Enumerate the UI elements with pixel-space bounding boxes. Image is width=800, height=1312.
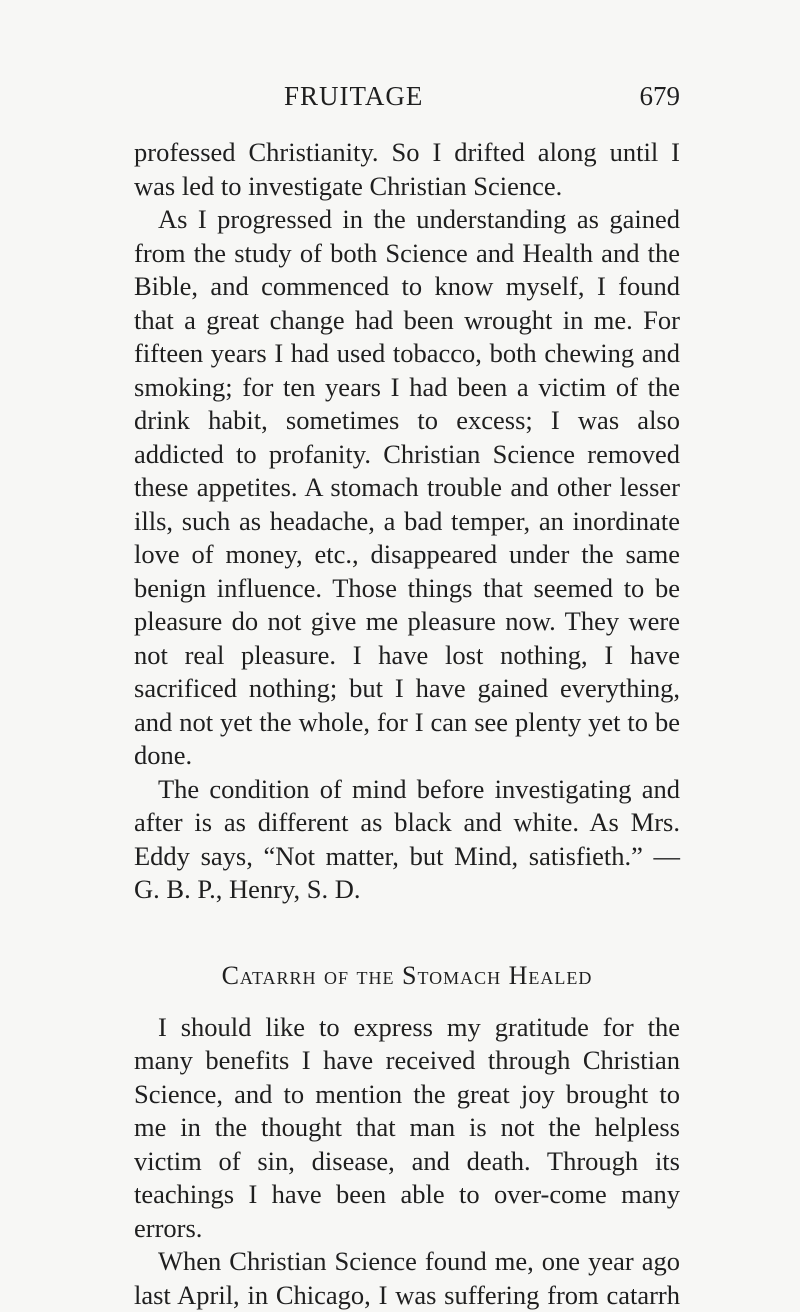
body-text	[134, 136, 680, 1312]
paragraph-2: As I progressed in the understanding as gained from the study of both Science and Health and the Bible, and commenced to know myself, I found that a great change had been wrought in me. For fifteen years I had used tobacco, both chewing and smoking; for ten years I had been a victim of the drink habit, sometimes to excess; I was also addicted to profanity. Christian Science removed these appetites. A stomach trouble and other lesser ills, such as headache, a bad temper, an inordinate love of money, etc., disappeared under the same benign influence. Those things that seemed to be pleasure do not give me pleasure now. They were not real pleasure. I have lost nothing, I have sacrificed nothing; but I have gained everything, and not yet the whole, for I can see plenty yet to be done.	[134, 204, 680, 770]
paragraph-4: I should like to express my gratitude for the many benefits I have received through Christian Science, and to mention the great joy brought to me in the thought that man is not the helpless victim of sin, disease, and death. Through its teachings I have been able to over-come many errors.	[134, 1011, 680, 1243]
running-title: FRUITAGE	[284, 81, 424, 111]
paragraph-5: When Christian Science found me, one year ago last April, in Chicago, I was suffering from catarrh	[134, 1246, 680, 1310]
section-heading: Catarrh of the Stomach Healed	[221, 960, 593, 990]
paragraph-3: The condition of mind before investigating and after is as different as black and white. As Mrs. Eddy says, “Not matter, but Mind, satisfieth.” — G. B. P., Henry, S. D.	[134, 773, 680, 904]
paragraph-1: professed Christianity. So I drifted along until I was led to investigate Christian Science.	[134, 137, 680, 201]
page-number: 679	[639, 81, 680, 111]
running-head	[134, 76, 680, 116]
